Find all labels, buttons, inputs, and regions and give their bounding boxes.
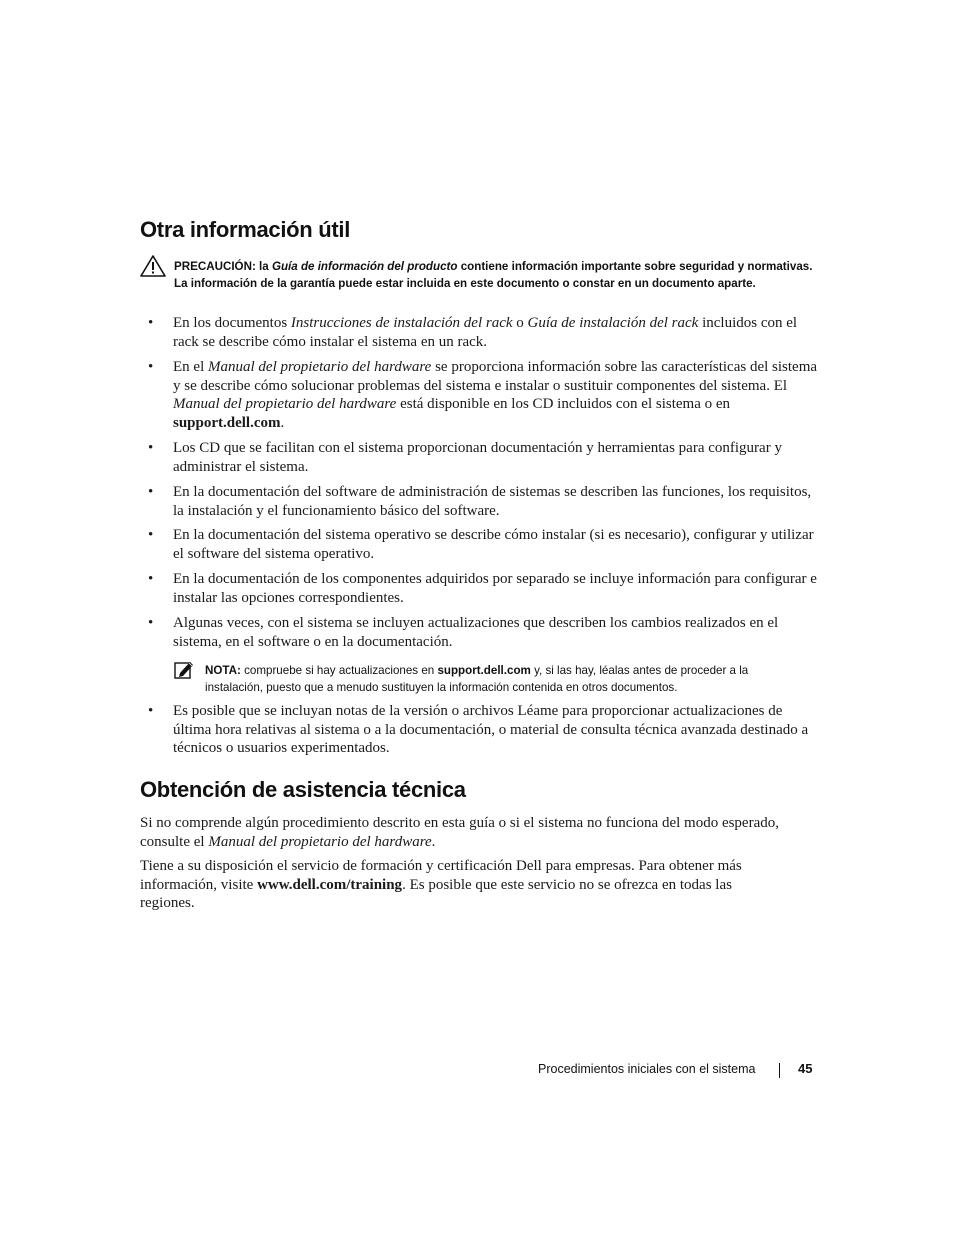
caution-label: PRECAUCIÓN: <box>174 260 256 273</box>
text-run: En el <box>173 359 208 375</box>
paragraph <box>140 814 780 851</box>
support-link[interactable]: support.dell.com <box>173 414 281 431</box>
note-notice <box>205 662 805 696</box>
training-link[interactable]: www.dell.com/training <box>257 876 403 893</box>
list-item-text <box>173 314 818 351</box>
warning-triangle-icon <box>140 255 166 277</box>
list-item-text: En la documentación del software de administración de sistemas se describen las funciones, los requisitos, la instalación y el funcionamiento básico del software. <box>173 484 812 519</box>
doc-title: Manual del propietario del hardware <box>208 359 432 375</box>
pencil-note-icon <box>174 660 194 680</box>
paragraph <box>140 857 780 913</box>
list-item-text <box>173 358 818 432</box>
bullet-glyph: • <box>148 315 154 331</box>
bullet-glyph: • <box>148 571 154 587</box>
bullet-glyph: • <box>148 359 154 375</box>
list-item-text: Es posible que se incluyan notas de la versión o archivos Léame para proporcionar actualizaciones de última hora relativas al sistema o a la documentación, o material de consulta técnica avanzada destinado a técnicos o usuarios experimentados. <box>173 703 809 757</box>
text-run: se proporciona información sobre las características del sistema y se describe cómo solucionar problemas del sistema e instalar o sustituir componentes del sistema. El <box>173 359 818 394</box>
support-link[interactable]: support.dell.com <box>437 664 531 677</box>
list-item-text: Los CD que se facilitan con el sistema proporcionan documentación y herramientas para configurar y administrar el sistema. <box>173 440 782 475</box>
doc-title: Instrucciones de instalación del rack <box>290 315 513 331</box>
text-run: En los documentos <box>173 315 291 331</box>
footer-divider <box>779 1063 780 1078</box>
footer-chapter-title: Procedimientos iniciales con el sistema <box>538 1062 756 1076</box>
text-run: . Es posible que este servicio no se ofrezca en todas las regiones. <box>140 876 732 912</box>
text-run: está disponible en los CD incluidos con el sistema o en <box>396 396 731 413</box>
text-run: o <box>512 315 528 331</box>
page-number: 45 <box>798 1061 813 1076</box>
section-heading-asistencia-tecnica: Obtención de asistencia técnica <box>140 777 466 802</box>
text-run: y, si las hay, léalas antes de proceder a la instalación, puesto que a menudo sustituyen la información contenida en otros documentos. <box>205 664 749 694</box>
bullet-glyph: • <box>148 703 154 719</box>
bullet-glyph: • <box>148 484 154 500</box>
bullet-glyph: • <box>148 527 154 543</box>
list-item-text: Algunas veces, con el sistema se incluyen actualizaciones que describen los cambios realizados en el sistema, en el software o en la documentación. <box>173 615 779 650</box>
doc-title: Guía de instalación del rack <box>527 315 699 331</box>
section-heading-otra-informacion: Otra información útil <box>140 217 351 242</box>
list-item-text: En la documentación de los componentes adquiridos por separado se incluye información para configurar e instalar las opciones correspondientes. <box>173 571 817 606</box>
text-run: . <box>280 414 285 431</box>
caution-doc-title: Guía de información del producto <box>271 260 458 273</box>
text-run: Si no comprende algún procedimiento descrito en esta guía o si el sistema no funciona del modo esperado, consulte el <box>140 815 779 850</box>
bullet-glyph: • <box>148 615 154 631</box>
text-run: . <box>431 833 436 850</box>
doc-title: Manual del propietario del hardware <box>173 396 397 413</box>
bullet-glyph: • <box>148 440 154 456</box>
caution-notice <box>174 258 814 292</box>
list-item-text: En la documentación del sistema operativo se describe cómo instalar (si es necesario), configurar y utilizar el software del sistema operativo. <box>173 527 814 562</box>
text-run: compruebe si hay actualizaciones en <box>244 664 438 677</box>
note-label: NOTA: <box>205 664 241 677</box>
text-run: incluidos con el rack se describe cómo instalar el sistema en un rack. <box>173 315 798 350</box>
text-run: Tiene a su disposición el servicio de formación y certificación Dell para empresas. Para obtener más información, visite <box>140 858 742 893</box>
doc-title: Manual del propietario del hardware <box>208 833 432 850</box>
caution-pre: la <box>259 260 269 273</box>
caution-text: contiene información importante sobre seguridad y normativas. La información de la garantía puede estar incluida en este documento o constar en un documento aparte. <box>174 260 813 290</box>
